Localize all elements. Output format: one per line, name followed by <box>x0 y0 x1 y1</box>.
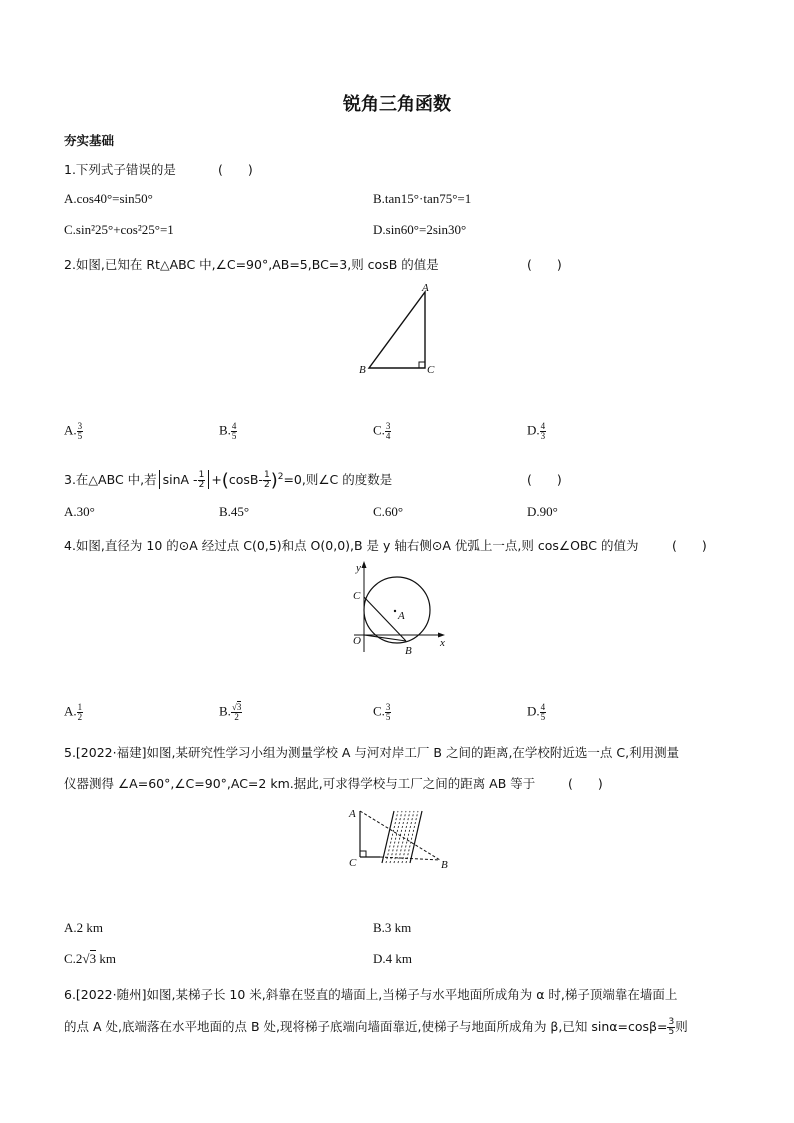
numerator: 1 <box>263 470 270 480</box>
q5-option-b: B.3 km <box>373 920 412 935</box>
circle-a <box>364 577 430 643</box>
abs-value <box>159 470 210 489</box>
label-x: x <box>440 637 445 649</box>
q6-line2 <box>64 1017 688 1037</box>
numerator: 3 <box>668 1017 675 1027</box>
abs-text: sinA - <box>162 472 198 487</box>
q3-option-c: C.60° <box>373 504 404 519</box>
y-axis-arrow <box>362 561 367 568</box>
radicand: 3 <box>89 951 97 966</box>
numerator: 3 <box>385 702 391 712</box>
option-label: B. <box>219 422 231 438</box>
radical-sign: √ <box>82 951 90 966</box>
q4-stem: 4.如图,直径为 10 的⊙A 经过点 C(0,5)和点 O(0,0),B 是 y 轴右侧⊙A 优弧上一点,则 cos∠OBC 的值为 <box>64 538 639 553</box>
denominator: 2 <box>234 712 239 722</box>
option-c-unit: km <box>96 951 116 966</box>
q1-option-c: C.sin²25°+cos²25°=1 <box>64 222 174 237</box>
q5-option-d: D.4 km <box>373 951 412 966</box>
q2-paren: ( ) <box>527 257 562 272</box>
q5-line1: 5.[2022·福建]如图,某研究性学习小组为测量学校 A 与河对岸工厂 B 之间的距离,在学校附近选一点 C,利用测量 <box>64 745 680 760</box>
denominator: 3 <box>540 431 546 441</box>
page-title: 锐角三角函数 <box>343 94 451 115</box>
label-b: B <box>405 645 412 657</box>
q5-line2: 仪器测得 ∠A=60°,∠C=90°,AC=2 km.据此,可求得学校与工厂之间的距离 AB 等于 <box>64 776 536 791</box>
q2-option-c <box>373 422 391 441</box>
fraction <box>77 422 84 441</box>
option-label: C. <box>373 422 385 438</box>
q5-option-a: A.2 km <box>64 920 103 935</box>
radical-sign: √ <box>231 702 237 712</box>
q4-circle-figure <box>348 558 448 658</box>
radicand: 3 <box>236 702 242 712</box>
q3-option-b: B.45° <box>219 504 250 519</box>
right-angle-mark <box>360 851 366 857</box>
q4-option-d <box>527 703 546 722</box>
q4-option-c <box>373 703 391 722</box>
label-o: O <box>353 635 361 647</box>
fraction <box>77 703 84 722</box>
q3-option-a: A.30° <box>64 504 95 519</box>
fraction <box>540 703 547 722</box>
square-exponent: 2 <box>277 471 284 482</box>
denominator: 5 <box>231 431 237 441</box>
q2-option-a <box>64 422 83 441</box>
q1-paren: ( ) <box>218 162 253 177</box>
triangle-abc <box>369 292 425 368</box>
label-a: A <box>398 610 405 622</box>
option-label: A. <box>64 422 77 438</box>
label-c: C <box>353 590 361 602</box>
q3-stem-post: =0,则∠C 的度数是 <box>283 472 393 487</box>
denominator: 4 <box>385 431 391 441</box>
close-paren: ) <box>270 470 278 491</box>
q6-line1: 6.[2022·随州]如图,某梯子长 10 米,斜靠在竖直的墙面上,当梯子与水平地面所成角为 α 时,梯子顶端靠在墙面上 <box>64 987 678 1002</box>
q3-stem-pre: 3.在△ABC 中,若 <box>64 472 157 487</box>
fraction-half <box>263 471 271 490</box>
right-angle-mark <box>419 362 425 368</box>
open-paren: ( <box>221 470 229 491</box>
q2-option-d <box>527 422 546 441</box>
q2-triangle-figure <box>355 280 445 380</box>
numerator: 3 <box>385 421 391 431</box>
river-hatching <box>386 811 418 863</box>
q5-paren: ( ) <box>568 776 603 791</box>
label-b: B <box>441 859 448 871</box>
denominator: 5 <box>385 712 391 722</box>
q3-paren: ( ) <box>527 472 562 487</box>
numerator: 1 <box>198 470 205 480</box>
denominator: 2 <box>263 480 270 490</box>
label-a: A <box>349 808 356 820</box>
plus-sign: + <box>211 472 222 487</box>
section-heading: 夯实基础 <box>64 133 115 148</box>
q5-river-figure <box>344 803 454 873</box>
fraction <box>540 422 547 441</box>
numerator: 1 <box>77 702 83 712</box>
q1-option-a: A.cos40°=sin50° <box>64 191 153 206</box>
q1-option-d: D.sin60°=2sin30° <box>373 222 467 237</box>
denominator: 2 <box>77 712 83 722</box>
center-point <box>394 610 396 612</box>
denominator: 5 <box>77 431 83 441</box>
q1-option-b: B.tan15°·tan75°=1 <box>373 191 472 206</box>
denominator: 5 <box>540 712 546 722</box>
q2-option-b <box>219 422 237 441</box>
q4-option-a <box>64 703 83 722</box>
fraction-half <box>198 471 206 490</box>
numerator: 4 <box>540 702 546 712</box>
label-y: y <box>356 562 361 574</box>
fraction <box>231 703 242 722</box>
q5-option-c <box>64 951 116 967</box>
q6-line2-pre: 的点 A 处,底端落在水平地面的点 B 处,现将梯子底端向墙面靠近,使梯子与地面所成角为 β,已知 sinα=cosβ= <box>64 1019 668 1034</box>
fraction <box>231 422 238 441</box>
option-label: C. <box>373 703 385 719</box>
numerator: 4 <box>540 421 546 431</box>
option-label: D. <box>527 422 540 438</box>
fraction <box>385 422 392 441</box>
option-label: D. <box>527 703 540 719</box>
denominator: 2 <box>198 480 205 490</box>
q1-stem: 1.下列式子错误的是 <box>64 162 176 177</box>
fraction <box>385 703 392 722</box>
paren-text: cosB- <box>228 472 263 487</box>
q3-option-d: D.90° <box>527 504 558 519</box>
option-c-prefix: C.2 <box>64 951 83 966</box>
label-c: C <box>349 857 357 869</box>
option-label: A. <box>64 703 77 719</box>
denominator: 5 <box>668 1027 675 1037</box>
label-b: B <box>359 364 366 376</box>
q4-option-b <box>219 703 242 722</box>
numerator: 3 <box>77 421 83 431</box>
numerator: 4 <box>231 421 237 431</box>
label-c: C <box>427 364 435 376</box>
q4-paren: ( ) <box>672 538 707 553</box>
label-a: A <box>422 282 429 294</box>
option-label: B. <box>219 703 231 719</box>
q2-stem: 2.如图,已知在 Rt△ABC 中,∠C=90°,AB=5,BC=3,则 cosB 的值是 <box>64 257 439 272</box>
segment-cb-dashed <box>380 857 440 860</box>
q6-line2-post: 则 <box>675 1019 688 1034</box>
q3-stem <box>64 470 392 491</box>
